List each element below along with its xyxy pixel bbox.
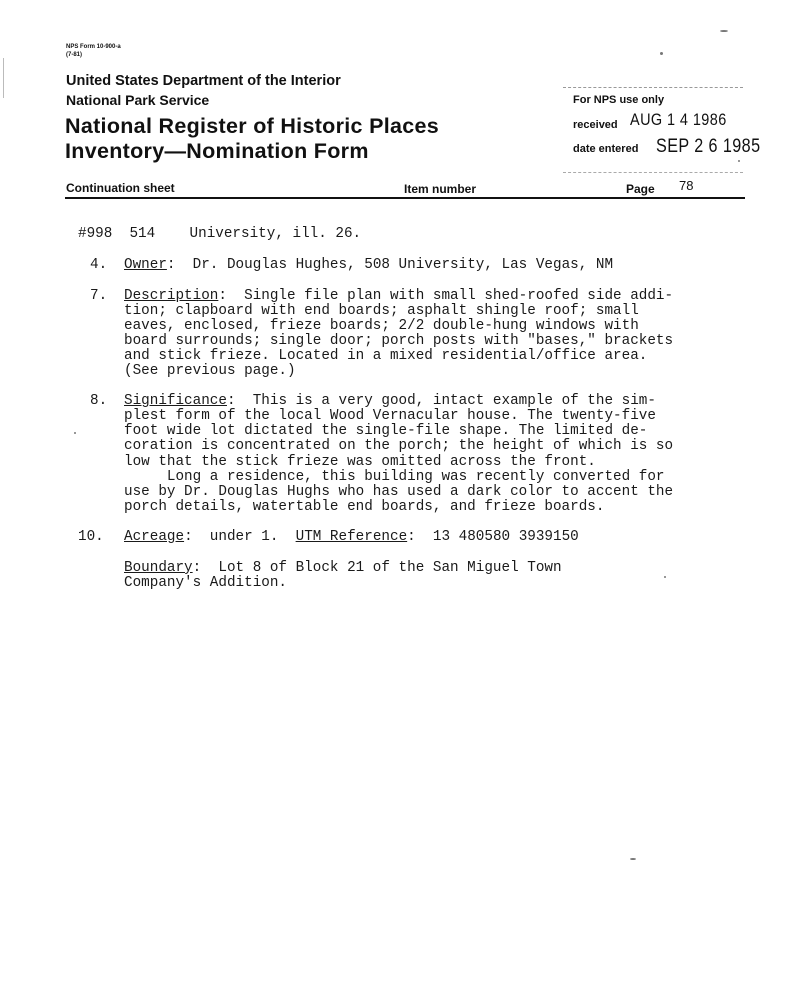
description-line: and stick frieze. Located in a mixed residential/office area. [124,348,648,364]
significance-first-line: Significance: This is a very good, intact example of the sim- [124,393,656,409]
significance-line: plest form of the local Wood Vernacular house. The twenty-five [124,408,656,424]
owner-line [124,258,613,273]
header-rule [65,197,745,199]
scan-mark [74,432,76,434]
scan-edge [3,58,4,98]
scan-mark [664,576,666,578]
page-number: 78 [679,178,694,193]
form-number: NPS Form 10-900-a [66,44,121,50]
acreage-number: 10. [78,529,104,545]
owner-label: Owner [124,257,167,273]
date-entered-label: date entered [573,143,639,155]
property-id-line: #998 514 University, ill. 26. [78,226,362,242]
significance-line: foot wide lot dictated the single-file shape. The limited de- [124,423,648,439]
nps-box-bottom-border [563,172,743,173]
received-date-stamp: AUG 1 4 1986 [630,110,727,129]
description-line: eaves, enclosed, frieze boards; 2/2 double-hung windows with [124,318,639,334]
department-name: United States Department of the Interior [66,73,341,89]
acreage-value: : under 1. [184,529,296,545]
significance-line: use by Dr. Douglas Hughs who has used a dark color to accent the [124,484,674,500]
scan-mark [630,858,636,860]
utm-reference-label: UTM Reference [295,529,408,545]
form-title-line2: Inventory—Nomination Form [65,139,369,163]
owner-text: : Dr. Douglas Hughes, 508 University, Las Vegas, NM [166,257,614,273]
nps-box-top-border [563,87,743,88]
form-title-line1: National Register of Historic Places [65,114,440,138]
acreage-label: Acreage [124,529,185,545]
significance-label: Significance [124,393,227,409]
description-number: 7. [90,288,108,304]
significance-line: coration is concentrated on the porch; the height of which is so [124,438,674,454]
form-revision: (7-81) [66,52,83,58]
description-line: tion; clapboard with end boards; asphalt shingle roof; small [124,303,639,319]
date-entered-stamp: SEP 2 6 1985 [656,136,761,157]
nps-use-label: For NPS use only [573,94,665,106]
received-label: received [573,119,618,131]
continuation-sheet-label: Continuation sheet [66,181,175,195]
significance-number: 8. [90,393,108,409]
significance-line: porch details, watertable end boards, and frieze boards. [124,499,605,515]
item-number-label: Item number [404,182,477,196]
agency-name: National Park Service [66,92,210,108]
description-first-line: Description: Single file plan with small shed-roofed side addi- [124,288,674,304]
boundary-second-line: Company's Addition. [124,575,288,591]
boundary-first-line: Boundary: Lot 8 of Block 21 of the San Miguel Town [124,560,562,576]
scan-mark [738,160,740,162]
description-line: (See previous page.) [124,363,296,379]
description-label: Description [124,288,219,304]
significance-line: Long a residence, this building was recently converted for [124,469,665,485]
page-label: Page [626,182,655,196]
utm-reference-value: : 13 480580 3939150 [407,529,579,545]
boundary-label: Boundary [124,560,193,576]
scan-mark [660,52,663,55]
owner-number: 4. [90,257,108,273]
acreage-line [124,530,579,545]
significance-line: low that the stick frieze was omitted across the front. [124,454,596,470]
scan-mark [720,30,728,32]
description-line: board surrounds; single door; porch posts with "bases," brackets [124,333,674,349]
